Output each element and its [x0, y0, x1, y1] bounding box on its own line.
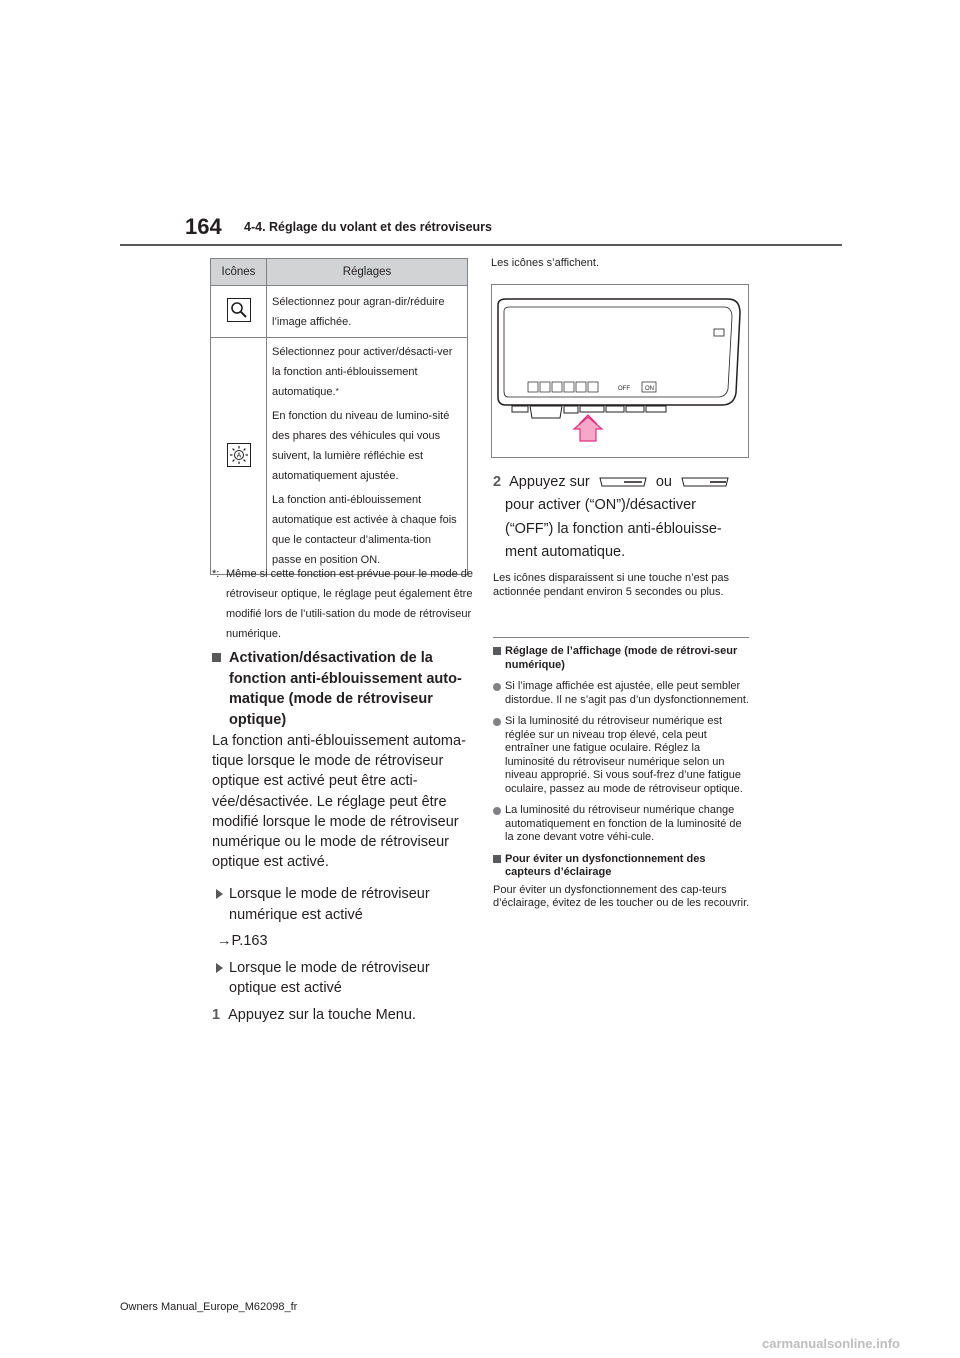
svg-text:A: A: [236, 452, 241, 459]
list-item-text: La luminosité du rétroviseur numérique change automatiquement en fonction de la luminosité de la zone devant votre véhi-cule.: [505, 804, 742, 843]
notes-block: [493, 645, 751, 911]
note-text: Pour éviter un dysfonctionnement des cap-teurs d’éclairage, évitez de les toucher ou de les recouvrir.: [493, 883, 750, 909]
row2-text-1: Sélectionnez pour activer/désacti-ver la fonction anti-éblouissement automatique.: [272, 346, 453, 398]
page-reference[interactable]: →P.163: [217, 933, 268, 950]
header-rule: [120, 244, 842, 246]
note-heading-text: Réglage de l’affichage (mode de rétrovi-seur numérique): [505, 645, 738, 671]
auto-dimming-icon: [227, 443, 251, 467]
magnifier-icon: [227, 298, 251, 322]
col-settings-header: Réglages: [267, 259, 468, 286]
icons-table: [210, 258, 468, 575]
square-bullet-icon: [493, 647, 501, 655]
mirror-off-label: OFF: [618, 386, 630, 392]
footnote-mark: *: [335, 387, 339, 396]
list-item: [493, 715, 751, 796]
step2-text-or: ou: [655, 474, 672, 490]
note-heading-text: Pour éviter un dysfonctionnement des capteurs d’éclairage: [505, 852, 706, 878]
section-title: 4-4. Réglage du volant et des rétroviseurs: [244, 220, 492, 234]
sub-item: [212, 958, 472, 999]
mirror-on-label: ON: [645, 386, 654, 392]
icons-disappear-note: Les icônes disparaissent si une touche n’est pas actionnée pendant environ 5 secondes ou plus.: [493, 572, 730, 598]
list-item: [493, 680, 751, 707]
round-bullet-icon: [493, 683, 501, 691]
list-item-text: Si la luminosité du rétroviseur numérique est réglée sur un niveau trop élevé, cela peut entraîner une fatigue oculaire. Réglez la luminosité du rétroviseur numérique selon un niveau approprié. Si vous souf-frez d’une fatigue oculaire, passez au mode de rétroviseur optique.: [505, 715, 743, 795]
col-icons-header: Icônes: [211, 259, 267, 286]
footnote-text: Même si cette fonction est prévue pour le mode de rétroviseur optique, le réglage peut également être modifié lors de l’utili-sation du mode de rétroviseur numérique.: [226, 568, 474, 640]
list-item-text: Si l’image affichée est ajustée, elle peut sembler distordue. Il ne s’agit pas d’un dysfonctionnement.: [505, 680, 749, 706]
sub-item: [212, 884, 472, 925]
step2-text-d: ment automatique.: [505, 544, 626, 561]
list-item: [493, 804, 751, 845]
step-2: [493, 471, 753, 565]
section-heading-text: Activation/désactivation de la fonction anti-éblouissement auto-matique (mode de rétroviseur optique): [229, 650, 462, 728]
button-left-icon: [598, 476, 648, 488]
triangle-bullet-icon: [216, 889, 223, 899]
notes-rule: [493, 637, 749, 638]
sub-item-text: Lorsque le mode de rétroviseur optique est activé: [229, 959, 430, 997]
round-bullet-icon: [493, 718, 501, 726]
footer-text: Owners Manual_Europe_M62098_fr: [120, 1301, 298, 1313]
button-right-icon: [680, 476, 730, 488]
square-bullet-icon: [212, 653, 221, 662]
square-bullet-icon: [493, 855, 501, 863]
step2-text-b: pour activer (“ON”)/désactiver: [505, 497, 696, 514]
icons-caption: Les icônes s’affichent.: [491, 257, 600, 269]
note-heading: [493, 645, 751, 672]
section-heading: [212, 648, 470, 730]
row2-text-3: La fonction anti-éblouissement automatique est activée à chaque fois que le contacteur d’alimenta-tion passe en position ON.: [272, 494, 457, 566]
row2-text-2: En fonction du niveau de lumino-sité des phares des véhicules qui vous suivent, la lumière réfléchie est automatiquement ajustée.: [272, 410, 450, 482]
left-body: [212, 731, 472, 1025]
body-paragraph: La fonction anti-éblouissement automa-tique lorsque le mode de rétroviseur optique est activé peut être acti-vée/désactivée. Le réglage peut être modifié lorsque le mode de rétroviseur numérique ou le mode de rétroviseur optique est activé.: [212, 733, 466, 871]
rear-view-mirror-drawing: [492, 285, 748, 457]
mirror-illustration: [491, 284, 749, 458]
footnote-marker: *:: [212, 568, 220, 580]
step2-text-a: Appuyez sur: [509, 474, 590, 490]
watermark: carmanualsonline.info: [762, 1336, 900, 1351]
step-1: [212, 1005, 472, 1025]
table-row-icon-cell: [211, 286, 267, 338]
note-heading: [493, 853, 751, 880]
step-text: Appuyez sur la touche Menu.: [228, 1006, 416, 1023]
page-number: 164: [185, 214, 222, 239]
round-bullet-icon: [493, 807, 501, 815]
triangle-bullet-icon: [216, 963, 223, 973]
step2-text-c: (“OFF”) la fonction anti-éblouisse-: [505, 520, 722, 537]
table-row-icon-cell: [211, 338, 267, 575]
table-row-text: Sélectionnez pour agran-dir/réduire l’image affichée.: [267, 286, 468, 338]
table-row-text: [267, 338, 468, 575]
footnote: [212, 564, 474, 644]
step-number: 2: [493, 474, 502, 490]
step-number: 1: [212, 1006, 221, 1023]
sub-item-text: Lorsque le mode de rétroviseur numérique est activé: [229, 886, 430, 923]
